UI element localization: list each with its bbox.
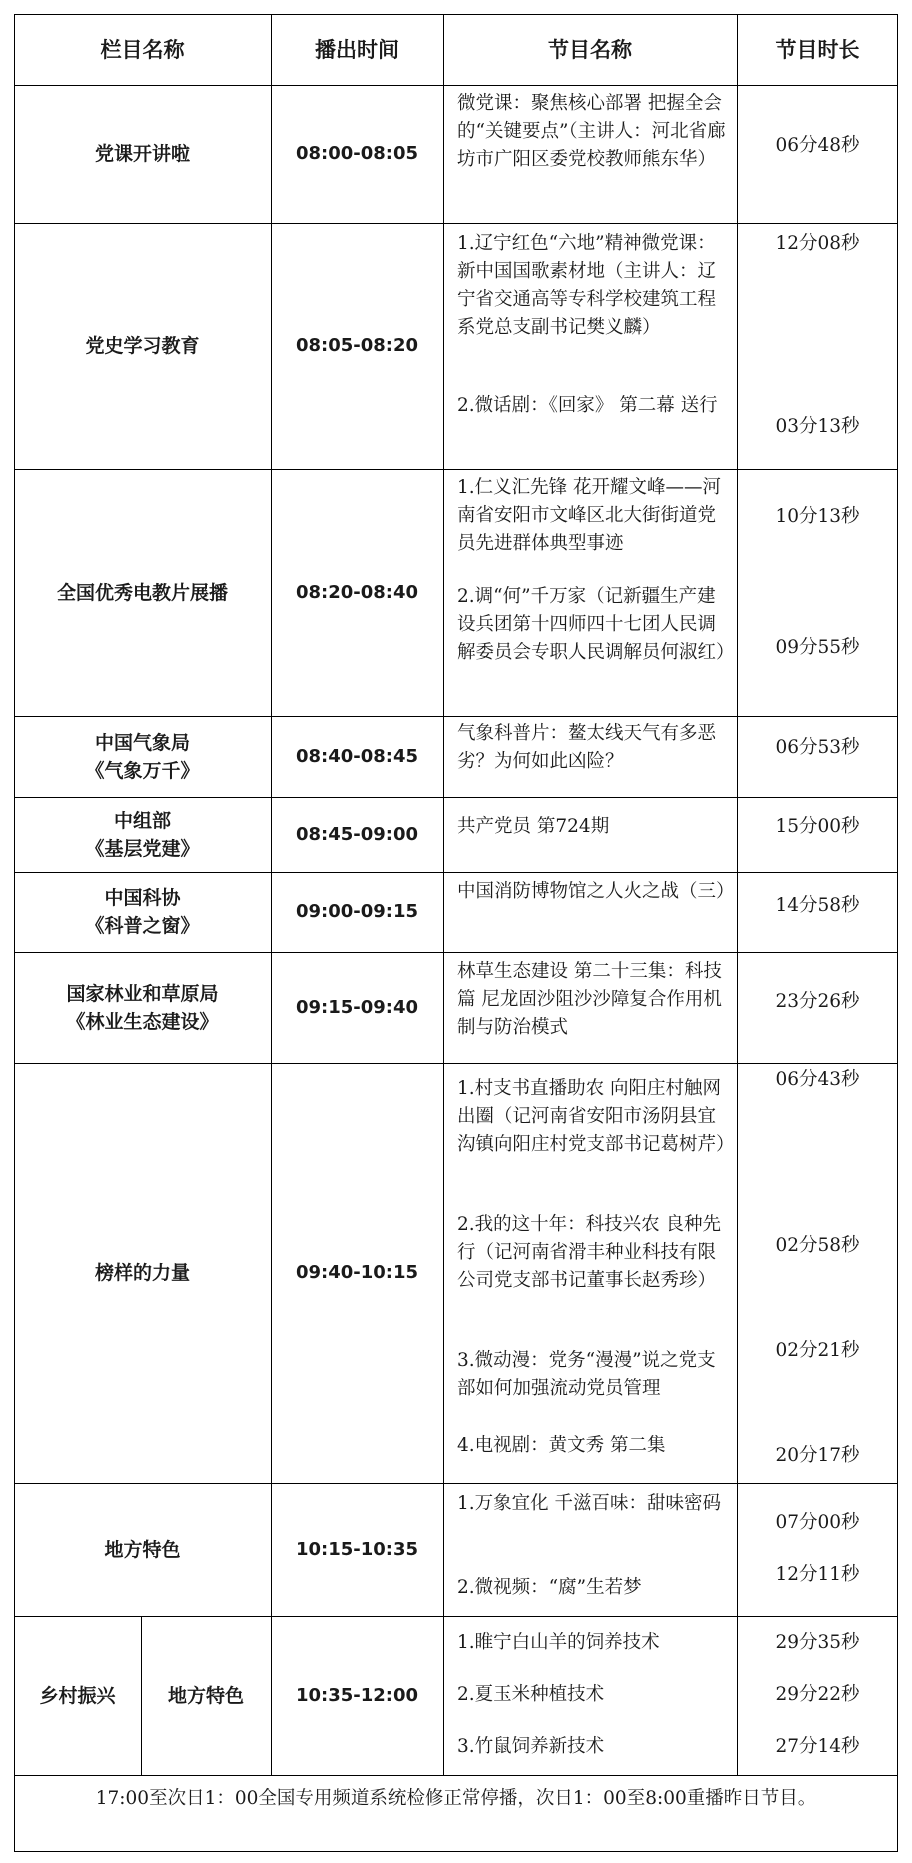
column-name-line: 《林业生态建设》 [66, 1010, 219, 1033]
air-time: 08:00-08:05 [295, 143, 419, 164]
air-time: 08:05-08:20 [295, 335, 419, 356]
program-name: 4.电视剧：黄文秀 第二集 [457, 1435, 666, 1456]
program-name: 1.万象宜化 千滋百味：甜味密码 [457, 1493, 722, 1514]
column-name [14, 797, 271, 872]
air-time: 10:15-10:35 [295, 1538, 419, 1560]
duration: 23分26秒 [775, 991, 860, 1012]
program-name: 气象科普片：鳌太线天气有多恶劣？为何如此凶险？ [457, 723, 717, 772]
program-name: 中国消防博物馆之人火之战（三） [457, 881, 735, 902]
program-name: 3.微动漫：党务“漫漫”说之党支部如何加强流动党员管理 [457, 1350, 716, 1399]
column-name: 地方特色 [104, 1538, 181, 1561]
duration: 07分00秒 [775, 1512, 860, 1533]
program-name: 2.我的这十年：科技兴农 良种先行（记河南省滑丰种业科技有限公司党支部书记董事长赵秀珍） [457, 1214, 722, 1291]
column-name: 全国优秀电教片展播 [56, 581, 228, 604]
air-time: 08:40-08:45 [295, 745, 419, 767]
column-name: 榜样的力量 [94, 1262, 190, 1284]
column-name [14, 872, 271, 952]
program-name: 3.竹鼠饲养新技术 [457, 1736, 605, 1757]
duration: 02分21秒 [775, 1340, 860, 1361]
program-name: 1.睢宁白山羊的饲养技术 [457, 1632, 660, 1653]
air-time: 10:35-12:00 [295, 1684, 419, 1706]
duration: 27分14秒 [775, 1736, 860, 1757]
duration: 12分11秒 [775, 1564, 860, 1585]
header-air-time: 播出时间 [315, 36, 399, 62]
duration: 06分48秒 [775, 135, 860, 156]
program-name: 微党课：聚焦核心部署 把握全会的“关键要点”（主讲人：河北省廊坊市广阳区委党校教师熊东华） [457, 93, 726, 170]
duration: 09分55秒 [775, 637, 860, 658]
duration: 15分00秒 [775, 816, 860, 837]
program-name: 共产党员 第724期 [457, 816, 610, 837]
air-time: 08:20-08:40 [295, 581, 419, 603]
col-divider [443, 14, 444, 1775]
program-name: 2.夏玉米种植技术 [457, 1684, 605, 1705]
program-name: 1.辽宁红色“六地”精神微党课：新中国国歌素材地（主讲人：辽宁省交通高等专科学校建筑工程系党总支副书记樊义麟） [457, 233, 717, 338]
air-time: 09:15-09:40 [295, 996, 419, 1018]
column-name-line: 《基层党建》 [85, 837, 200, 860]
column-name-line: 中组部 [113, 809, 171, 832]
column-name-line: 《科普之窗》 [85, 915, 200, 937]
duration: 03分13秒 [775, 416, 860, 437]
program-name: 2.微话剧：《回家》 第二幕 送行 [457, 395, 718, 416]
program-name: 1.村支书直播助农 向阳庄村触网出圈（记河南省安阳市汤阴县宜沟镇向阳庄村党支部书记葛树芹） [457, 1078, 735, 1155]
footer-note: 17:00至次日1：00全国专用频道系统检修正常停播，次日1：00至8:00重播昨日节目。 [95, 1788, 817, 1809]
program-name: 2.调“何”千万家（记新疆生产建设兵团第十四师四十七团人民调解委员会专职人民调解员何淑红） [457, 586, 735, 663]
duration: 14分58秒 [775, 895, 860, 916]
column-name [14, 952, 271, 1063]
column-name-line: 中国气象局 [94, 731, 190, 754]
duration: 29分22秒 [775, 1684, 860, 1705]
column-name-line: 国家林业和草原局 [66, 982, 219, 1005]
header-program-name: 节目名称 [548, 36, 632, 62]
program-name: 1.仁义汇先锋 花开耀文峰——河南省安阳市文峰区北大街街道党员先进群体典型事迹 [457, 477, 722, 554]
column-name-category: 乡村振兴 [39, 1684, 116, 1707]
header-duration: 节目时长 [775, 36, 860, 62]
column-name-line: 《气象万千》 [85, 759, 200, 782]
program-name: 2.微视频：“腐”生若梦 [457, 1577, 642, 1598]
duration: 10分13秒 [775, 506, 860, 527]
column-name-line: 中国科协 [104, 887, 181, 909]
air-time: 08:45-09:00 [295, 823, 419, 845]
column-name: 党史学习教育 [85, 335, 200, 357]
duration: 06分53秒 [775, 737, 860, 758]
duration: 02分58秒 [775, 1235, 860, 1256]
header-column-name: 栏目名称 [100, 36, 185, 62]
air-time: 09:00-09:15 [295, 901, 419, 922]
column-name: 党课开讲啦 [94, 143, 190, 165]
duration: 29分35秒 [775, 1632, 860, 1653]
duration: 12分08秒 [775, 233, 860, 254]
air-time: 09:40-10:15 [295, 1262, 419, 1283]
program-name: 林草生态建设 第二十三集：科技篇 尼龙固沙阻沙沙障复合作用机制与防治模式 [457, 961, 722, 1038]
duration: 20分17秒 [775, 1445, 860, 1466]
duration: 06分43秒 [775, 1069, 860, 1090]
column-name [14, 716, 271, 797]
column-name-subcategory: 地方特色 [167, 1684, 244, 1707]
